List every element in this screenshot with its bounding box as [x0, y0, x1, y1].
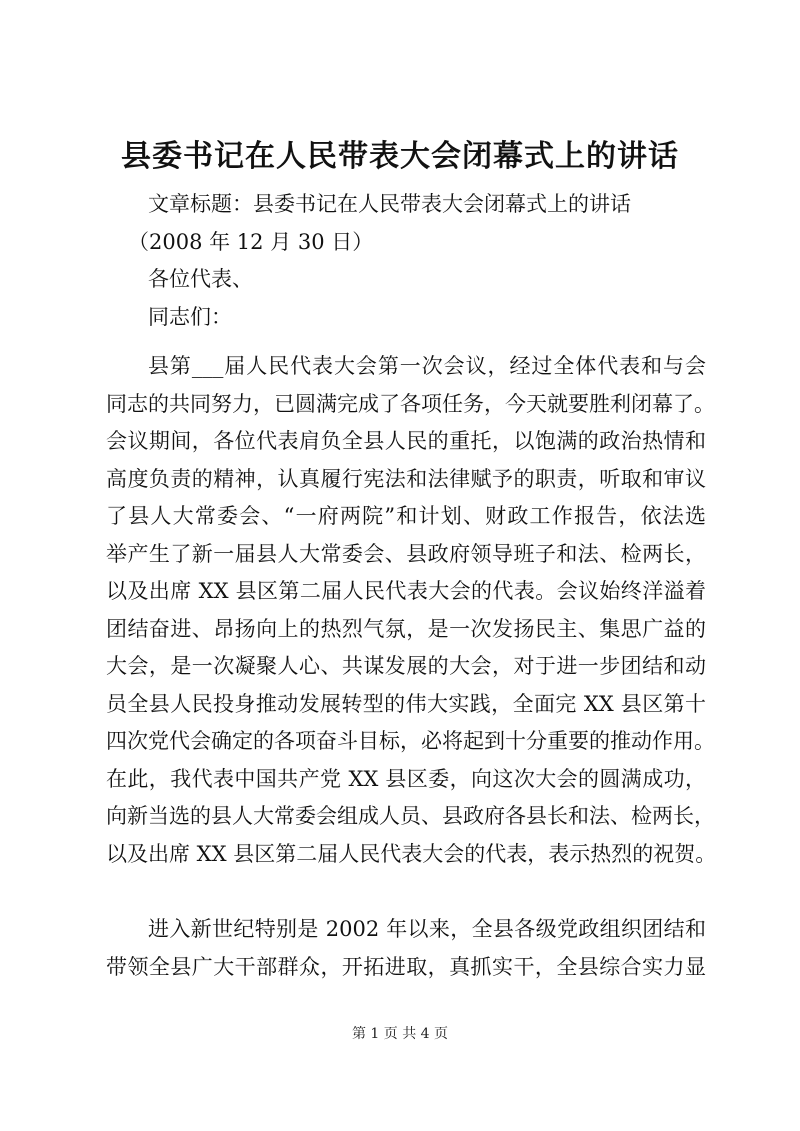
paragraph-1 — [106, 348, 717, 873]
paragraph-line: 了县人大常委会、“一府两院”和计划、财政工作报告，依法选 — [106, 504, 706, 528]
paragraph-2 — [106, 911, 706, 986]
paragraph-line: 进入新世纪特别是 2002 年以来，全县各级党政组织团结和 — [148, 917, 706, 941]
header-lines — [106, 186, 706, 336]
paragraph-line: 高度负责的精神，认真履行宪法和法律赋予的职责，听取和审议 — [106, 466, 706, 491]
paragraph-line: 四次党代会确定的各项奋斗目标，必将起到十分重要的推动作用。 — [106, 729, 715, 753]
paragraph-line: 会议期间，各位代表肩负全县人民的重托，以饱满的政治热情和 — [106, 429, 706, 453]
salutation-line-2: 同志们： — [148, 304, 232, 329]
paragraph-line: 员全县人民投身推动发展转型的伟大实践，全面完 XX 县区第十 — [106, 691, 706, 716]
date-line: （2008 年 12 月 30 日） — [128, 229, 374, 254]
paragraph-line: 县第___届人民代表大会第一次会议，经过全体代表和与会 — [148, 354, 706, 378]
document-title: 县委书记在人民带表大会闭幕式上的讲话 — [121, 139, 679, 174]
page-footer: 第 1 页 共 4 页 — [351, 1026, 449, 1042]
paragraph-line: 同志的共同努力，已圆满完成了各项任务，今天就要胜利闭幕了。 — [106, 391, 715, 416]
paragraph-line: 以及出席 XX 县区第二届人民代表大会的代表。会议始终洋溢着 — [106, 579, 706, 603]
paragraph-line: 大会，是一次凝聚人心、共谋发展的大会，对于进一步团结和动 — [106, 654, 706, 678]
paragraph-line: 带领全县广大干部群众，开拓进取，真抓实干，全县综合实力显 — [106, 954, 706, 979]
paragraph-line: 在此，我代表中国共产党 XX 县区委，向这次大会的圆满成功， — [106, 766, 706, 791]
article-title-line: 文章标题：县委书记在人民带表大会闭幕式上的讲话 — [148, 192, 631, 216]
paragraph-line: 以及出席 XX 县区第二届人民代表大会的代表，表示热烈的祝贺。 — [106, 841, 717, 866]
salutation-line-1: 各位代表、 — [148, 267, 253, 291]
paragraph-line: 举产生了新一届县人大常委会、县政府领导班子和法、检两长， — [106, 541, 706, 566]
paragraph-line: 向新当选的县人大常委会组成人员、县政府各县长和法、检两长， — [106, 804, 715, 828]
paragraph-line: 团结奋进、昂扬向上的热烈气氛，是一次发扬民主、集思广益的 — [106, 616, 706, 641]
